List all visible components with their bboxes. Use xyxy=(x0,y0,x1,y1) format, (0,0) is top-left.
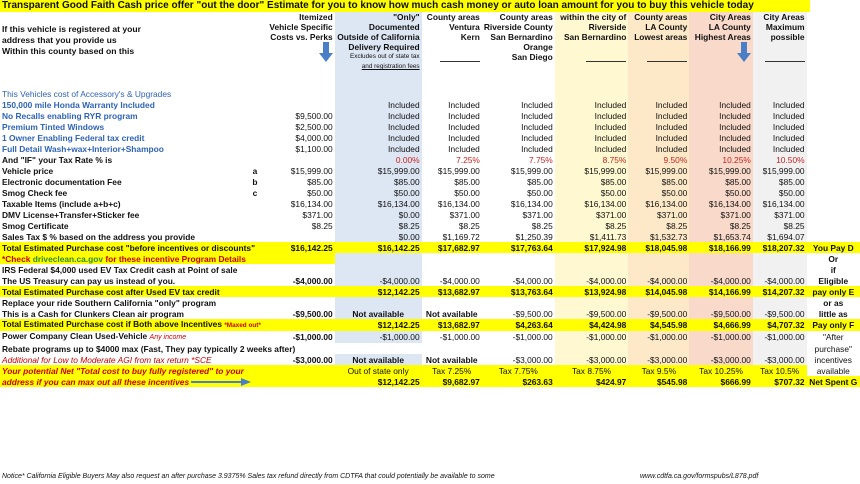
tax-rate-value: 7.75% xyxy=(528,154,553,165)
replace-value: Not available xyxy=(335,308,422,319)
included-cell: Included xyxy=(521,132,553,143)
tax-rate-label: And "IF" your Tax Rate % is xyxy=(2,154,113,165)
included-cell: Included xyxy=(753,99,807,110)
header-note: and registration fees xyxy=(361,63,420,70)
power-value: -$1,000.00 xyxy=(689,331,753,343)
side-label: Pay only F xyxy=(807,319,860,331)
maxed-out-note: *Maxed out* xyxy=(224,322,261,329)
irs-value: -$4,000.00 xyxy=(439,275,480,286)
included-cell: Included xyxy=(335,132,422,143)
perk-label: 150,000 mile Honda Warranty Included xyxy=(2,99,155,110)
included-cell: Included xyxy=(555,143,629,154)
net-value: $666.99 xyxy=(689,376,753,387)
header-riverside-county: County areas xyxy=(499,12,553,22)
header-riverside-line: San Diego xyxy=(511,52,553,62)
irs-value: -$4,000.00 xyxy=(335,275,422,286)
total-value: $13,763.64 xyxy=(482,286,555,297)
header-city-riverside-line: San Bernardino xyxy=(563,32,627,42)
side-note: or as xyxy=(823,297,844,308)
power-value: -$1,000.00 xyxy=(753,331,807,343)
cost-value: $8.25 xyxy=(628,220,689,231)
irs-value: -$4,000.00 xyxy=(628,275,689,286)
net-column-label: Tax 10.25% xyxy=(689,365,753,376)
net-row-2 xyxy=(0,376,860,387)
cost-value: $85.00 xyxy=(689,176,753,187)
perk-row xyxy=(0,143,860,154)
included-cell: Included xyxy=(753,110,807,121)
power-label xyxy=(0,331,263,343)
cost-value: $371.00 xyxy=(522,209,553,220)
power-label-text: Power Company Clean Used-Vehicle xyxy=(2,331,148,341)
cost-value: $50.00 xyxy=(335,187,422,198)
cost-value: $8.25 xyxy=(555,220,629,231)
header-city-riverside-line: Riverside xyxy=(588,22,627,32)
cost-tag: a xyxy=(252,165,258,176)
perk-value: $2,500.00 xyxy=(295,121,333,132)
cost-value: $85.00 xyxy=(753,176,807,187)
header-out-of-state-line: Documented xyxy=(368,22,420,32)
cost-item: $50.00 xyxy=(307,187,333,198)
cost-value: $1,411.73 xyxy=(555,231,629,242)
header-riverside-line: Orange xyxy=(523,42,553,52)
power-value: -$1,000.00 xyxy=(512,332,553,342)
cost-label: Electronic documentation Fee xyxy=(2,176,122,187)
cost-label: Smog Certificate xyxy=(2,220,69,231)
header-itemized-line: Vehicle Specific xyxy=(269,22,333,32)
total-value: $18,045.98 xyxy=(628,242,689,253)
irs-line: IRS Federal $4,000 used EV Tax Credit cash at Point of sale xyxy=(2,264,238,275)
net-line-text: address if you can max out all these incentives xyxy=(2,376,190,387)
total-value: $4,424.98 xyxy=(555,319,629,331)
total-value: $14,045.98 xyxy=(628,286,689,297)
cost-row xyxy=(0,209,860,220)
cost-value: $85.00 xyxy=(628,176,689,187)
header-out-of-state: "Only" xyxy=(393,12,420,22)
cost-label: Smog Check fee xyxy=(2,187,68,198)
cost-item: $15,999.00 xyxy=(290,165,333,176)
cost-value: $0.00 xyxy=(335,231,422,242)
net-column-label: Tax 10.5% xyxy=(753,365,807,376)
cost-value: $50.00 xyxy=(555,187,629,198)
included-cell: Included xyxy=(689,143,753,154)
included-cell: Included xyxy=(555,132,629,143)
header-la-high: City Areas xyxy=(709,12,751,22)
accessories-heading-row xyxy=(0,88,860,99)
included-cell: Included xyxy=(628,132,689,143)
rebate-note: Additional for Low to Moderate AGI from tax return *SCE xyxy=(2,354,212,365)
cost-tag: b xyxy=(252,176,258,187)
cost-row xyxy=(0,198,860,209)
cost-value: $50.00 xyxy=(753,187,807,198)
cost-value: $8.25 xyxy=(335,220,422,231)
total-value: $13,924.98 xyxy=(555,286,629,297)
header-max-line: Maximum xyxy=(765,22,805,32)
included-cell: Included xyxy=(335,121,422,132)
included-cell: Included xyxy=(448,121,480,132)
replace-value: -$9,500.00 xyxy=(555,308,629,319)
cost-value: $16,134.00 xyxy=(510,198,553,209)
cost-item: $16,134.00 xyxy=(290,198,333,209)
perk-row xyxy=(0,99,860,110)
included-cell: Included xyxy=(448,110,480,121)
included-cell: Included xyxy=(628,121,689,132)
total-label: Total Estimated Purchase cost after Used EV tax credit xyxy=(0,286,263,297)
header-ventura-line: Kern xyxy=(460,32,480,42)
tax-rate-value: 10.25% xyxy=(689,154,753,165)
total-value: $17,924.98 xyxy=(555,242,629,253)
cost-value: $16,134.00 xyxy=(753,198,807,209)
intro-line: Within this county based on this xyxy=(2,46,135,56)
header-underline xyxy=(765,59,805,62)
total-both-incentives-row xyxy=(0,319,860,331)
right-arrow-icon xyxy=(191,378,251,386)
power-note: Any income xyxy=(149,334,187,341)
included-cell: Included xyxy=(628,99,689,110)
included-cell: Included xyxy=(628,143,689,154)
irs-line: The US Treasury can pay us instead of you. xyxy=(2,275,176,286)
sheet-title: Transparent Good Faith Cash price offer "out the door" Estimate for you to know how much cash money or auto loan amount for you to buy this vehicle today xyxy=(0,0,810,12)
perk-label: Premium Tinted Windows xyxy=(2,121,105,132)
accessories-heading: This Vehicles cost of Accessory's & Upgrades xyxy=(2,88,172,99)
header-underline xyxy=(440,59,480,62)
header-ventura-line: Ventura xyxy=(449,22,480,32)
cost-row xyxy=(0,187,860,198)
included-cell: Included xyxy=(689,99,753,110)
intro-line: If this vehicle is registered at your xyxy=(2,24,141,34)
total-value: $4,707.32 xyxy=(753,319,807,331)
cost-value: $16,134.00 xyxy=(437,198,480,209)
total-value: $4,263.64 xyxy=(482,319,555,331)
cost-value: $15,999.00 xyxy=(437,165,480,176)
net-column-label: Tax 7.25% xyxy=(422,365,482,376)
total-value: $17,682.97 xyxy=(422,242,482,253)
header-la-high-line: LA County xyxy=(708,22,751,32)
included-cell: Included xyxy=(753,143,807,154)
header-la-low-line: Lowest areas xyxy=(634,32,688,42)
irs-value: -$4,000.00 xyxy=(512,275,553,286)
side-note: available xyxy=(807,365,860,376)
replace-line: This is a Cash for Clunkers Clean air program xyxy=(2,308,184,319)
net-value: $263.63 xyxy=(482,376,555,387)
cost-value: $8.25 xyxy=(458,220,480,231)
replace-row-2 xyxy=(0,308,860,319)
cost-value: $50.00 xyxy=(454,187,480,198)
total-value: $13,682.97 xyxy=(422,319,482,331)
header-row xyxy=(0,12,860,88)
cost-row xyxy=(0,176,860,187)
net-value: $424.97 xyxy=(555,376,629,387)
check-note xyxy=(0,253,335,264)
rebate-item: -$3,000.00 xyxy=(292,354,333,365)
total-value: $17,763.64 xyxy=(482,242,555,253)
included-cell: Included xyxy=(689,110,753,121)
header-max-line: possible xyxy=(770,32,805,42)
cost-value: $85.00 xyxy=(527,176,553,187)
side-note: Eligible xyxy=(818,275,849,286)
footnote: Notice* California Eligible Buyers May also request an after purchase 3.9375% Sales tax refund directly from CDTFA that could potentially be available to some xyxy=(2,473,495,480)
perk-value: $4,000.00 xyxy=(295,132,333,143)
total-value: $4,666.99 xyxy=(689,319,753,331)
included-cell: Included xyxy=(521,121,553,132)
rebate-value: Not available xyxy=(425,354,478,365)
total-value: $4,545.98 xyxy=(628,319,689,331)
tax-rate-row xyxy=(0,154,860,165)
header-out-of-state-line: Outside of California xyxy=(337,32,420,42)
replace-value: -$9,500.00 xyxy=(512,308,553,319)
included-cell: Included xyxy=(689,132,753,143)
cost-value: $50.00 xyxy=(628,187,689,198)
irs-value: -$4,000.00 xyxy=(555,275,629,286)
driveclean-link[interactable]: driveclean.ca.gov xyxy=(32,253,104,264)
perk-row xyxy=(0,110,860,121)
total-value: $14,207.32 xyxy=(753,286,807,297)
cost-value: $15,999.00 xyxy=(335,165,422,176)
cost-item: $8.25 xyxy=(311,220,333,231)
total-after-ev-credit-row xyxy=(0,286,860,297)
down-arrow-icon xyxy=(737,42,751,62)
cost-value: $371.00 xyxy=(753,209,807,220)
header-riverside-line: San Bernardino xyxy=(490,32,553,42)
cost-value: $1,653.74 xyxy=(689,231,753,242)
total-value: $16,142.25 xyxy=(335,242,422,253)
perk-label: 1 Owner Enabling Federal tax credit xyxy=(2,132,145,143)
cost-item xyxy=(263,231,335,242)
side-label: Net Spent G xyxy=(807,376,860,387)
irs-row-2 xyxy=(0,275,860,286)
perk-row xyxy=(0,132,860,143)
cost-value: $371.00 xyxy=(449,209,480,220)
cost-tag: c xyxy=(252,187,258,198)
total-value: $12,142.25 xyxy=(335,319,422,331)
net-value: $545.98 xyxy=(628,376,689,387)
net-row-1 xyxy=(0,365,860,376)
cost-value: $16,134.00 xyxy=(689,198,753,209)
rebate-line: Rebate programs up to $4000 max (Fast, They pay typically 2 weeks after) xyxy=(2,343,296,354)
header-underline xyxy=(586,59,626,62)
included-cell: Included xyxy=(448,143,480,154)
cost-label: Sales Tax $ % based on the address you provide xyxy=(2,231,196,242)
cdtfa-link[interactable]: www.cdtfa.ca.gov/formspubs/L878.pdf xyxy=(640,473,759,480)
replace-value: -$9,500.00 xyxy=(753,308,807,319)
side-label: pay only E xyxy=(807,286,860,297)
included-cell: Included xyxy=(448,132,480,143)
cost-value: $8.25 xyxy=(753,220,807,231)
side-note: Or xyxy=(828,253,839,264)
rebate-value: -$3,000.00 xyxy=(689,354,753,365)
cost-value: $16,134.00 xyxy=(335,198,422,209)
power-value: -$1,000.00 xyxy=(439,332,480,342)
tax-rate-value: 10.50% xyxy=(753,154,807,165)
power-value: -$1,000.00 xyxy=(555,331,629,343)
perk-row xyxy=(0,121,860,132)
included-cell: Included xyxy=(335,110,422,121)
check-post: for these incentive Program Details xyxy=(103,253,246,264)
total-item: $16,142.25 xyxy=(263,242,335,253)
rebate-value: -$3,000.00 xyxy=(753,354,807,365)
cost-value: $1,250.39 xyxy=(515,231,553,242)
included-cell: Included xyxy=(753,132,807,143)
cost-item: $85.00 xyxy=(307,176,333,187)
cost-label: DMV License+Transfer+Sticker fee xyxy=(2,209,140,220)
tax-rate-value: 7.25% xyxy=(456,154,480,165)
net-column-label: Tax 8.75% xyxy=(555,365,629,376)
cost-value: $1,694.07 xyxy=(753,231,807,242)
cost-value: $16,134.00 xyxy=(555,198,629,209)
side-note: incentives xyxy=(814,354,852,365)
cost-value: $1,169.72 xyxy=(442,231,480,242)
net-column-label: Tax 9.5% xyxy=(628,365,689,376)
irs-value: -$4,000.00 xyxy=(689,275,753,286)
cost-value: $371.00 xyxy=(689,209,753,220)
included-cell: Included xyxy=(689,121,753,132)
header-la-low-line: LA County xyxy=(645,22,688,32)
total-value: $13,682.97 xyxy=(422,286,482,297)
cost-value: $50.00 xyxy=(689,187,753,198)
replace-row-1 xyxy=(0,297,860,308)
side-note: if xyxy=(830,264,836,275)
included-cell: Included xyxy=(521,110,553,121)
tax-rate-value: 9.50% xyxy=(628,154,689,165)
net-line xyxy=(0,376,263,387)
perk-value: $1,100.00 xyxy=(295,143,333,154)
header-note: Excludes out of state tax xyxy=(349,53,420,60)
cost-value: $15,999.00 xyxy=(628,165,689,176)
power-value: -$1,000.00 xyxy=(335,331,422,343)
replace-value: -$9,500.00 xyxy=(628,308,689,319)
header-max: City Areas xyxy=(763,12,805,22)
side-note: "After xyxy=(822,332,844,342)
included-cell: Included xyxy=(448,99,480,110)
check-row xyxy=(0,253,860,264)
down-arrow-icon xyxy=(319,42,333,62)
replace-item: -$9,500.00 xyxy=(292,308,333,319)
rebate-value: -$3,000.00 xyxy=(628,354,689,365)
perk-label: Full Detail Wash+wax+Interior+Shampoo xyxy=(2,143,164,154)
cost-value: $371.00 xyxy=(555,209,629,220)
included-cell: Included xyxy=(335,143,422,154)
header-ventura: County areas xyxy=(426,12,480,22)
side-note: little as xyxy=(818,308,848,319)
irs-item: -$4,000.00 xyxy=(292,275,333,286)
power-item: -$1,000.00 xyxy=(292,332,333,342)
rebate-row-1 xyxy=(0,343,860,354)
cost-value: $85.00 xyxy=(555,176,629,187)
cost-value: $85.00 xyxy=(335,176,422,187)
header-underline xyxy=(647,59,687,62)
header-la-low: County areas xyxy=(634,12,688,22)
cost-value: $50.00 xyxy=(527,187,553,198)
total-value: $18,166.99 xyxy=(689,242,753,253)
estimate-table xyxy=(0,12,860,387)
total-label: Total Estimated Purchase cost "before incentives or discounts" xyxy=(0,242,263,253)
rebate-row-2 xyxy=(0,354,860,365)
cost-value: $15,999.00 xyxy=(510,165,553,176)
cost-row xyxy=(0,231,860,242)
total-value: $12,142.25 xyxy=(335,286,422,297)
total-value: $14,166.99 xyxy=(689,286,753,297)
cost-value: $15,999.00 xyxy=(753,165,807,176)
total-item xyxy=(263,286,335,297)
cost-value: $8.25 xyxy=(531,220,553,231)
cost-label: Taxable Items (include a+b+c) xyxy=(2,198,121,209)
perk-label: No Recalls enabling RYR program xyxy=(2,110,138,121)
cost-row xyxy=(0,165,860,176)
cost-value: $8.25 xyxy=(689,220,753,231)
included-cell: Included xyxy=(555,110,629,121)
included-cell: Included xyxy=(521,99,553,110)
net-column-label: Tax 7.75% xyxy=(482,365,555,376)
check-pre: *Check xyxy=(2,253,33,264)
tax-rate-value: 0.00% xyxy=(335,154,422,165)
cost-value: $371.00 xyxy=(628,209,689,220)
header-itemized-line: Costs vs. Perks xyxy=(270,32,333,42)
side-note: purchase" xyxy=(814,343,852,354)
header-la-high-line: Highest Areas xyxy=(694,32,751,42)
perk-value: $9,500.00 xyxy=(295,110,333,121)
tax-rate-value: 8.75% xyxy=(555,154,629,165)
irs-row-1 xyxy=(0,264,860,275)
header-itemized: Itemized xyxy=(299,12,333,22)
rebate-value: Not available xyxy=(335,354,422,365)
total-value: $18,207.32 xyxy=(753,242,807,253)
included-cell: Included xyxy=(555,121,629,132)
net-column-label: Out of state only xyxy=(335,365,422,376)
cost-label: Vehicle price xyxy=(2,165,54,176)
rebate-value: -$3,000.00 xyxy=(555,354,629,365)
cost-item: $371.00 xyxy=(302,209,333,220)
total-label xyxy=(0,319,263,331)
included-cell: Included xyxy=(335,99,422,110)
cost-value: $1,532.73 xyxy=(628,231,689,242)
cost-value: $0.00 xyxy=(335,209,422,220)
cost-value: $85.00 xyxy=(454,176,480,187)
side-label: You Pay D xyxy=(807,242,860,253)
header-riverside-line: Riverside County xyxy=(483,22,553,32)
net-line: Your potential Net "Total cost to buy fully registered" to your xyxy=(0,365,335,376)
net-value: $707.32 xyxy=(753,376,807,387)
total-before-incentives-row xyxy=(0,242,860,253)
intro-line: address that you provide us xyxy=(2,35,117,45)
included-cell: Included xyxy=(628,110,689,121)
header-out-of-state-line: Delivery Required xyxy=(348,42,420,52)
header-city-riverside: within the city of xyxy=(560,12,627,22)
cost-value: $15,999.00 xyxy=(555,165,629,176)
cost-value: $15,999.00 xyxy=(689,165,753,176)
included-cell: Included xyxy=(555,99,629,110)
perk-value xyxy=(263,99,335,110)
total-label-text: Total Estimated Purchase cost if Both above Incentives xyxy=(2,319,222,329)
replace-line: Replace your ride Southern California "only" program xyxy=(2,297,217,308)
net-value: $9,682.97 xyxy=(422,376,482,387)
irs-value: -$4,000.00 xyxy=(753,275,807,286)
cost-value: $16,134.00 xyxy=(628,198,689,209)
total-item xyxy=(263,319,335,331)
cost-row xyxy=(0,220,860,231)
power-row xyxy=(0,331,860,343)
rebate-value: -$3,000.00 xyxy=(512,354,553,365)
included-cell: Included xyxy=(521,143,553,154)
replace-value: -$9,500.00 xyxy=(689,308,753,319)
net-value: $12,142.25 xyxy=(335,376,422,387)
included-cell: Included xyxy=(753,121,807,132)
power-value: -$1,000.00 xyxy=(628,331,689,343)
replace-value: Not available xyxy=(425,308,478,319)
